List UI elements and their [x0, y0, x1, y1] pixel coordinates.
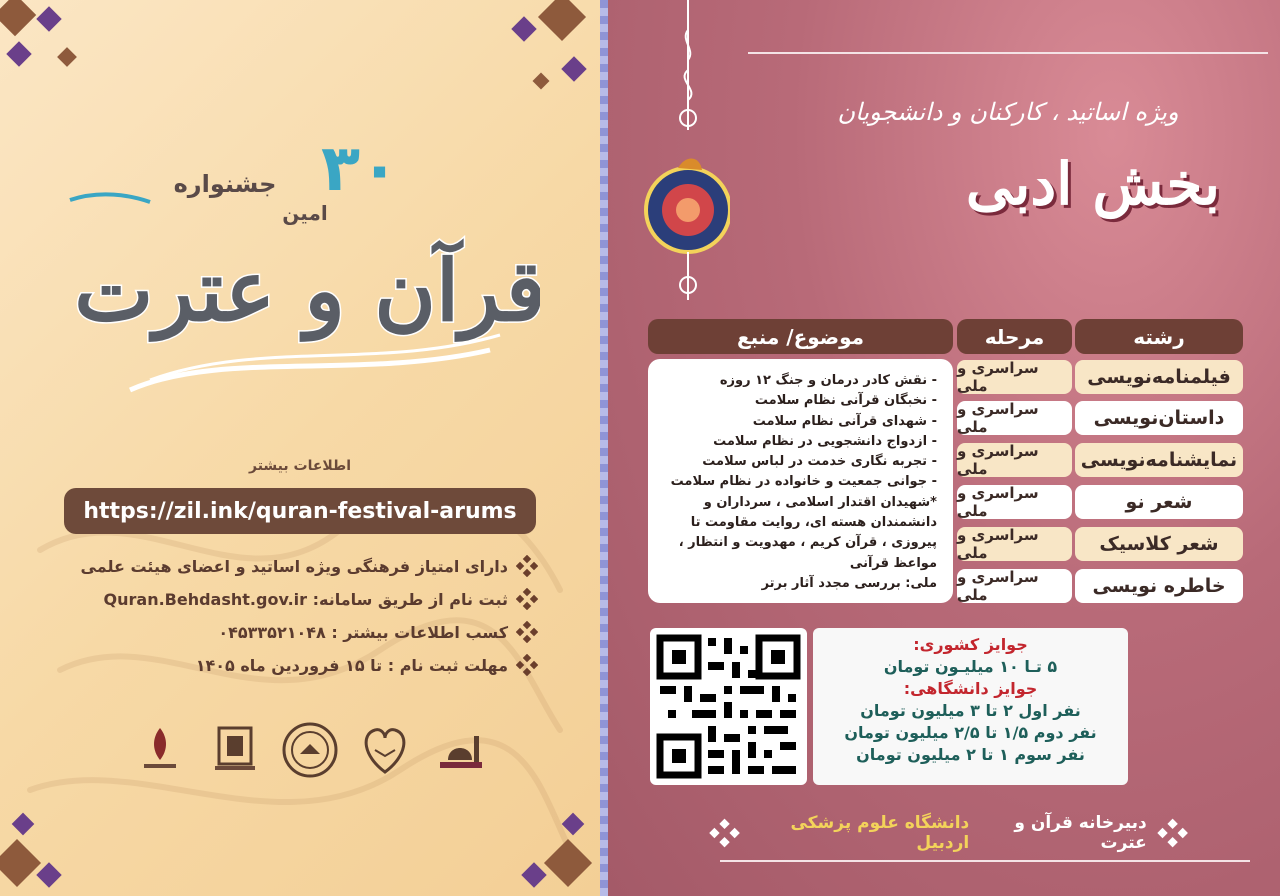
- festival-logo: [60, 120, 540, 410]
- ministry-emblem-icon: [130, 720, 190, 780]
- info-item: [58, 651, 538, 679]
- table-row-field: خاطره نویسی: [1075, 569, 1243, 603]
- info-item: [58, 585, 538, 613]
- info-text: دارای امتیاز فرهنگی ویژه اساتید و اعضای هیئت علمی: [80, 556, 508, 576]
- diamond-bullet-icon: [516, 555, 538, 577]
- topic-item: - ازدواج دانشجویی در نظام سلامت: [713, 433, 937, 449]
- university-prize-heading: جوایز دانشگاهی:: [903, 679, 1038, 698]
- qr-code[interactable]: [650, 628, 807, 785]
- third-prize-text: نفر سوم ۱ تا ۲ میلیون تومان: [856, 745, 1085, 764]
- diamond-bullet-icon: [516, 621, 538, 643]
- prizes-box: [813, 628, 1128, 785]
- info-list: [58, 552, 538, 684]
- topic-item: - شهدای قرآنی نظام سلامت: [752, 413, 937, 429]
- ornament-pendant-icon: [630, 0, 730, 305]
- topic-item: ملی: بررسی مجدد آثار برتر: [761, 575, 937, 591]
- diamond-bullet-icon: [516, 588, 538, 610]
- festival-main-title: قرآن و عترت: [74, 241, 540, 340]
- topic-item: *شهیدان اقتدار اسلامی ، سرداران و دانشمندان هسته ای، روایت مقاومت تا پیروزی ، قرآن کریم ، مهدویت و انتظار ، مواعظ قرآنی: [678, 494, 937, 571]
- table-row-stage: سراسری و ملی: [957, 443, 1072, 477]
- table-row-field: نمایشنامه‌نویسی: [1075, 443, 1243, 477]
- corner-ornament-icon: [485, 786, 600, 896]
- table-row-field: داستان‌نویسی: [1075, 401, 1243, 435]
- table-row-stage: سراسری و ملی: [957, 569, 1072, 603]
- diamond-ornament-icon: [708, 818, 741, 848]
- left-panel: [0, 0, 600, 896]
- footer: [708, 813, 1188, 853]
- topic-item: - تجربه نگاری خدمت در لباس سلامت: [702, 454, 937, 470]
- first-prize-text: نفر اول ۲ تا ۳ میلیون تومان: [860, 701, 1081, 720]
- table-row-field: شعر کلاسیک: [1075, 527, 1243, 561]
- section-title: بخش ادبی: [965, 150, 1221, 218]
- table-row-field: شعر نو: [1075, 485, 1243, 519]
- corner-ornament-icon: [485, 0, 600, 110]
- topic-item: - نقش کادر درمان و جنگ ۱۲ روزه: [719, 373, 937, 388]
- topic-item: - نخبگان قرآنی نظام سلامت: [754, 393, 937, 409]
- diamond-ornament-icon: [1157, 818, 1188, 848]
- corner-ornament-icon: [0, 0, 110, 110]
- info-item: [58, 552, 538, 580]
- diamond-bullet-icon: [516, 654, 538, 676]
- table-row-stage: سراسری و ملی: [957, 360, 1072, 394]
- heart-book-logo-icon: [355, 720, 415, 780]
- table-row-stage: سراسری و ملی: [957, 527, 1072, 561]
- secretariat-label: دبیرخانه قرآن و عترت: [1014, 813, 1147, 853]
- national-prize-heading: جوایز کشوری:: [913, 635, 1028, 654]
- table-row-stage: سراسری و ملی: [957, 401, 1072, 435]
- info-text: مهلت ثبت نام : تا ۱۵ فروردین ماه ۱۴۰۵: [195, 655, 508, 675]
- table-row-stage: سراسری و ملی: [957, 485, 1072, 519]
- header-stage: مرحله: [957, 319, 1072, 354]
- topic-item: - جوانی جمعیت و خانواده در نظام سلامت: [670, 474, 937, 490]
- festival-subtitle-word: امین: [282, 201, 328, 225]
- festival-word: جشنواره: [173, 170, 277, 198]
- national-prize-text: ۵ تـا ۱۰ میلیـون تومان: [883, 657, 1058, 676]
- university-name: دانشگاه علوم پزشکی اردبیل: [790, 813, 970, 853]
- bottom-rule: [720, 860, 1250, 862]
- second-prize-text: نفر دوم ۱/۵ تا ۲/۵ میلیون تومان: [844, 723, 1097, 742]
- corner-ornament-icon: [0, 786, 110, 896]
- audience-subtitle: ویژه اساتید ، کارکنان و دانشجویان: [837, 98, 1179, 126]
- more-info-label: اطلاعات بیشتر: [248, 458, 352, 474]
- mosque-logo-icon: [430, 720, 490, 780]
- panel-divider: [600, 0, 608, 896]
- info-item: [58, 618, 538, 646]
- topics-list: [648, 359, 953, 603]
- right-panel: [608, 0, 1280, 896]
- info-text: کسب اطلاعات بیشتر : ۰۴۵۳۳۵۲۱۰۴۸: [218, 622, 508, 642]
- table-row-field: فیلمنامه‌نویسی: [1075, 360, 1243, 394]
- qr-code-icon: [650, 628, 807, 785]
- festival-url-link[interactable]: https://zil.ink/quran-festival-arums: [64, 488, 536, 534]
- header-topic: موضوع/ منبع: [648, 319, 953, 354]
- university-emblem-icon: [205, 720, 265, 780]
- header-field: رشته: [1075, 319, 1243, 354]
- sponsor-logos: [130, 715, 490, 785]
- top-rule: [748, 52, 1268, 54]
- quran-circle-logo-icon: [280, 720, 340, 780]
- info-text: ثبت نام از طریق سامانه: Quran.Behdasht.gov.ir: [103, 589, 508, 609]
- festival-number: ۳۰: [320, 132, 400, 206]
